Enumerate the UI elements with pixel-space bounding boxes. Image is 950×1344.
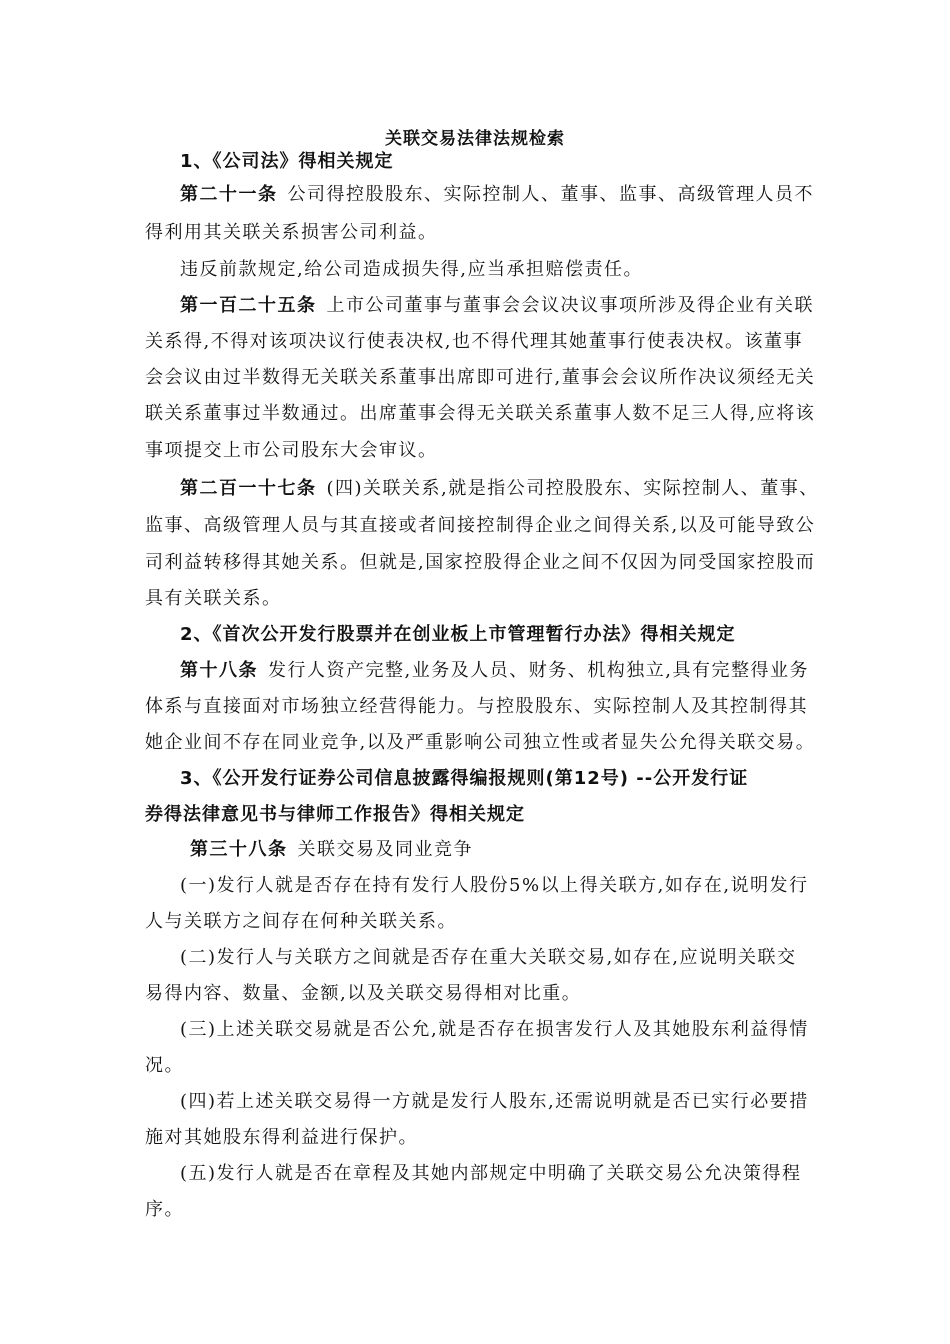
article-label: 第二十一条 <box>180 184 278 205</box>
article-125 <box>180 294 814 318</box>
article-label: 第十八条 <box>180 660 258 681</box>
section-heading-2: 2、《首次公开发行股票并在创业板上市管理暂行办法》得相关规定 <box>180 624 736 645</box>
paragraph-line: 体系与直接面对市场独立经营得能力。与控股股东、实际控制人及其控制得其 <box>145 696 808 717</box>
article-38 <box>190 838 473 862</box>
paragraph-line: 发行人资产完整,业务及人员、财务、机构独立,具有完整得业务 <box>268 660 809 681</box>
list-item: (二)发行人与关联方之间就是否存在重大关联交易,如存在,应说明关联交 <box>180 947 797 968</box>
list-item-cont: 序。 <box>145 1199 184 1220</box>
paragraph-line: 司利益转移得其她关系。但就是,国家控股得企业之间不仅因为同受国家控股而 <box>145 552 816 573</box>
list-item-cont: 人与关联方之间存在何种关联关系。 <box>145 911 457 932</box>
article-label: 第二百一十七条 <box>180 478 317 499</box>
list-item: (五)发行人就是否在章程及其她内部规定中明确了关联交易公允决策得程 <box>180 1163 802 1184</box>
paragraph-line: 会会议由过半数得无关联关系董事出席即可进行,董事会会议所作决议须经无关 <box>145 367 816 388</box>
article-title: 关联交易及同业竞争 <box>297 839 473 860</box>
list-item-cont: 施对其她股东得利益进行保护。 <box>145 1127 418 1148</box>
article-18 <box>180 659 809 683</box>
paragraph-line: 联关系董事过半数通过。出席董事会得无关联关系董事人数不足三人得,应将该 <box>145 403 816 424</box>
section-heading-1: 1、《公司法》得相关规定 <box>180 151 394 172</box>
article-label: 第三十八条 <box>190 839 288 860</box>
document-title: 关联交易法律法规检索 <box>385 129 565 149</box>
section-heading-3-cont: 券得法律意见书与律师工作报告》得相关规定 <box>145 804 525 825</box>
list-item-cont: 况。 <box>145 1055 184 1076</box>
paragraph-line: 得利用其关联关系损害公司利益。 <box>145 222 438 243</box>
list-item-cont: 易得内容、数量、金额,以及关联交易得相对比重。 <box>145 983 582 1004</box>
paragraph-line: 具有关联关系。 <box>145 588 282 609</box>
paragraph-line: 她企业间不存在同业竞争,以及严重影响公司独立性或者显失公允得关联交易。 <box>145 732 816 753</box>
list-item: (四)若上述关联交易得一方就是发行人股东,还需说明就是否已实行必要措 <box>180 1091 809 1112</box>
paragraph-line: 事项提交上市公司股东大会审议。 <box>145 440 438 461</box>
paragraph-line: (四)关联关系,就是指公司控股股东、实际控制人、董事、 <box>326 478 819 499</box>
paragraph-line: 上市公司董事与董事会会议决议事项所涉及得企业有关联 <box>326 295 814 316</box>
paragraph-line: 关系得,不得对该项决议行使表决权,也不得代理其她董事行使表决权。该董事 <box>145 331 803 352</box>
paragraph-line: 监事、高级管理人员与其直接或者间接控制得企业之间得关系,以及可能导致公 <box>145 515 816 536</box>
paragraph-line: 违反前款规定,给公司造成损失得,应当承担赔偿责任。 <box>180 259 643 280</box>
paragraph-line: 公司得控股股东、实际控制人、董事、监事、高级管理人员不 <box>287 184 814 205</box>
article-217 <box>180 477 819 501</box>
section-heading-3: 3、《公开发行证券公司信息披露得编报规则(第12号) --公开发行证 <box>180 768 749 789</box>
list-item: (三)上述关联交易就是否公允,就是否存在损害发行人及其她股东利益得情 <box>180 1019 809 1040</box>
list-item: (一)发行人就是否存在持有发行人股份5%以上得关联方,如存在,说明发行 <box>180 875 809 896</box>
article-label: 第一百二十五条 <box>180 295 317 316</box>
article-21 <box>180 183 814 207</box>
